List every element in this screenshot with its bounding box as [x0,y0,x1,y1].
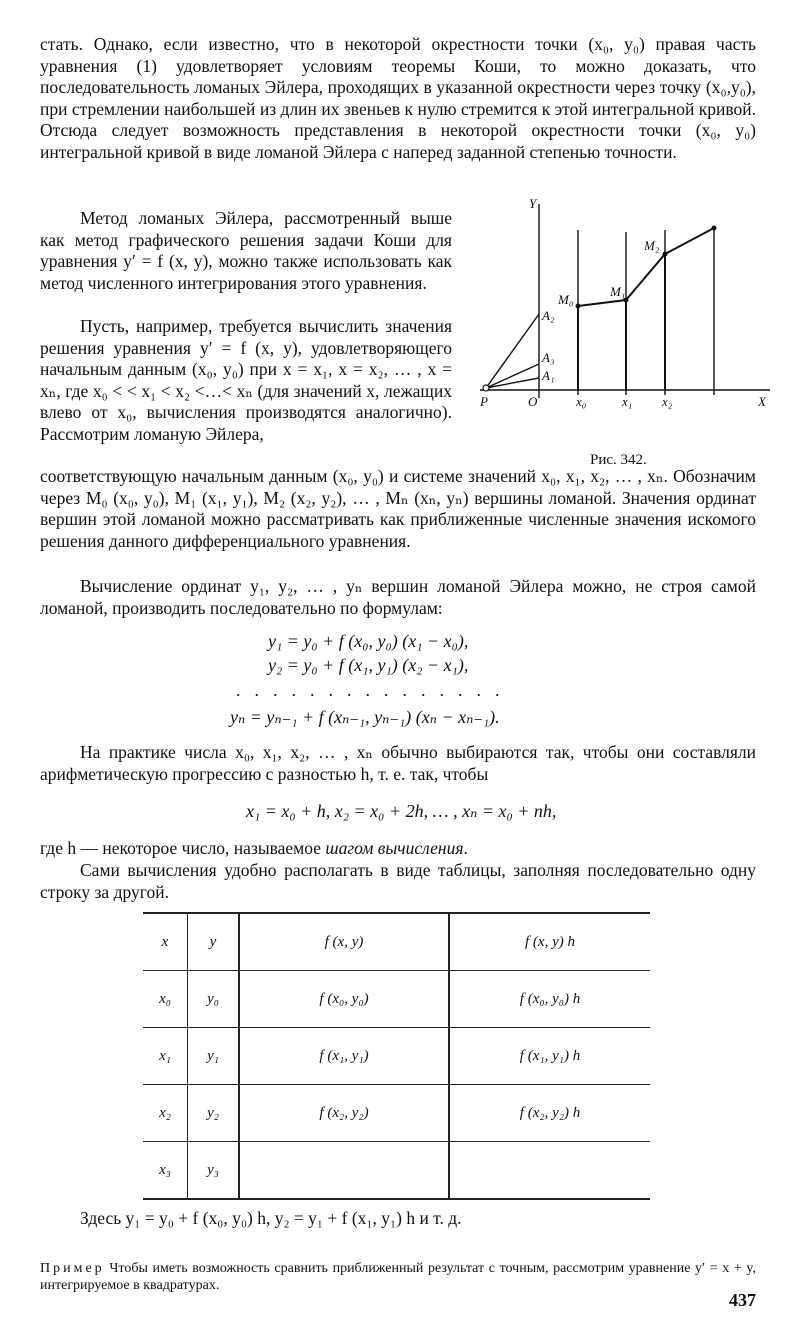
table-cell: y₂ [188,1085,240,1142]
table-cell: y₃ [188,1142,240,1200]
label-m2: M₂ [644,238,660,253]
table-cell: f (x₀, y₀) h [449,971,650,1028]
table-cell [239,1142,449,1200]
table-header-row [143,913,650,971]
label-x1: x₁ [622,394,633,409]
calculation-table [143,912,650,1200]
step-text-post: . [463,838,468,858]
table-row [143,1028,650,1085]
table-cell: x₁ [143,1028,188,1085]
table-row [143,1142,650,1200]
table-header-fh: f (x, y) h [449,913,650,971]
label-x2: x₂ [662,394,673,409]
figure-euler-polyline [472,190,772,450]
table-header-y: y [188,913,240,971]
formula-y1: y₁ = y₀ + f (x₀, y₀) (x₁ − x₀), [268,631,469,651]
paragraph-vertices: соответствующую начальным данным (x₀, y₀) и системе значений x₀, x₁, x₂, … , xₙ. Обозначим через M₀ (x₀, y₀), M₁ (x₁, y₁), M₂ (x₂, y₂), … , Mₙ (xₙ, yₙ) вершины ломаной. Значения ординат вершин этой ломаной можно рассматривать как приближенные численные значения искомого решения данного дифференциального уравнения. [40,466,756,551]
table-cell: f (x₂, y₂) h [449,1085,650,1142]
table-row [143,1085,650,1142]
label-x0: x₀ [576,394,587,409]
label-a2: A₂ [542,308,555,323]
step-text-pre: где h — некоторое число, называемое [40,838,326,858]
table-cell: f (x₂, y₂) [239,1085,449,1142]
table-cell: y₁ [188,1028,240,1085]
figure-caption: Рис. 342. [590,452,647,468]
page-number: 437 [729,1290,756,1310]
step-term: шагом вычисления [325,838,464,858]
paragraph-ordinates: Вычисление ординат y₁, y₂, … , yₙ вершин ломаной Эйлера можно, не строя самой ломаной, производить последовательно по формулам: [40,576,756,618]
formula-ellipsis: ............... [236,680,514,700]
label-a3: A₃ [542,350,555,365]
table-cell: x₀ [143,971,188,1028]
table-cell: f (x₀, y₀) [239,971,449,1028]
table-cell: y₀ [188,971,240,1028]
table-row [143,971,650,1028]
example-paragraph [40,1260,756,1294]
table-header-f: f (x, y) [239,913,449,971]
label-m1: M₁ [610,284,626,299]
paragraph-here: Здесь y₁ = y₀ + f (x₀, y₀) h, y₂ = y₁ + f (x₁, y₁) h и т. д. [80,1208,462,1228]
label-m0: M₀ [558,292,574,307]
paragraph-intro: стать. Однако, если известно, что в некоторой окрестности точки (x₀, y₀) правая часть уравнения (1) удовлетворяет условиям теоремы Коши, то можно доказать, что последовательность ломаных Эйлера, проходящих в указанной окрестности через точку (x₀,y₀), при стремлении наибольшей из длин их звеньев к нулю стремится к этой интегральной кривой. Отсюда следует возможность представления в некоторой окрестности точки (x₀, y₀) интегральной кривой в виде ломаной Эйлера с наперед заданной степенью точности. [40,34,756,162]
table-cell [449,1142,650,1200]
paragraph-practice: На практике числа x₀, x₁, x₂, … , xₙ обычно выбираются так, чтобы они составляли арифметическую прогрессию с разностью h, т. е. так, чтобы [40,742,756,784]
paragraph-step [40,838,756,860]
table-header-x: x [143,913,188,971]
formula-y2: y₂ = y₀ + f (x₁, y₁) (x₂ − x₁), [268,655,469,675]
paragraph-table-intro: Сами вычисления удобно располагать в виде таблицы, заполняя последовательно одну строку за другой. [40,860,756,902]
label-a1: A₁ [542,368,555,383]
label-origin: O [528,394,538,409]
table-cell: x₂ [143,1085,188,1142]
label-x: X [758,394,766,409]
table-cell: f (x₁, y₁) h [449,1028,650,1085]
formula-yn: yₙ = yₙ₋₁ + f (xₙ₋₁, yₙ₋₁) (xₙ − xₙ₋₁). [230,707,500,727]
example-lead: Пример [40,1261,105,1276]
example-text: Чтобы иметь возможность сравнить приближенный результат с точным, рассмотрим уравнение y′ = x + y, интегрируемое в квадратурах. [40,1261,756,1293]
paragraph-euler-method: Метод ломаных Эйлера, рассмотренный выше как метод графического решения задачи Коши для уравнения y′ = f (x, y), можно также использовать как метод численного интегрирования этого уравнения. [40,208,452,293]
table-cell: f (x₁, y₁) [239,1028,449,1085]
formula-progression: x₁ = x₀ + h, x₂ = x₀ + 2h, … , xₙ = x₀ + nh, [246,801,557,821]
paragraph-example-setup: Пусть, например, требуется вычислить значения решения уравнения y′ = f (x, y), удовлетворяющего начальным данным (x₀, y₀) при x = x₁, x = x₂, … , x = xₙ, где x₀ < < x₁ < x₂ <…< xₙ (для значений x, лежащих влево от x₀, вычисления производятся аналогично). Рассмотрим ломаную Эйлера, [40,316,452,444]
table-cell: x₃ [143,1142,188,1200]
label-y: Y [529,196,537,211]
label-p: P [480,394,488,409]
